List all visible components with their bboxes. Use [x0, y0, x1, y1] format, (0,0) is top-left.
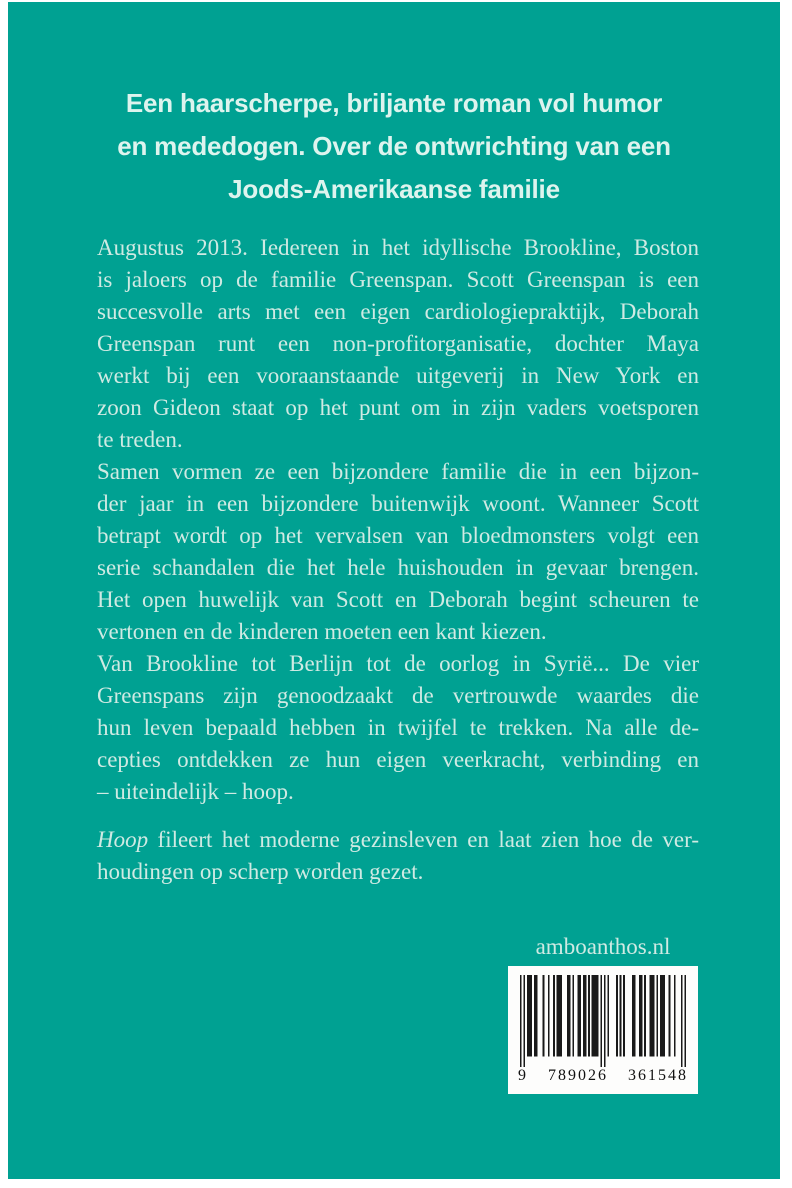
synopsis-line: vertonen en de kinderen moeten een kant kiezen. — [97, 619, 547, 644]
synopsis-line: betrapt wordt op het vervalsen van bloedmonsters volgt een — [97, 523, 699, 548]
synopsis-line: werkt bij een vooraanstaande uitgeverij in New York en — [97, 363, 699, 388]
synopsis-line — [97, 824, 699, 856]
synopsis-line: serie schandalen die het hele huishouden in gevaar brengen. — [97, 555, 699, 580]
publisher-website: amboanthos.nl — [535, 934, 671, 959]
synopsis-paragraph-2 — [97, 456, 699, 648]
synopsis-line: Samen vormen ze een bijzondere familie die in een bijzon- — [97, 459, 699, 484]
synopsis-line: zoon Gideon staat op het punt om in zijn vaders voetsporen — [97, 395, 699, 420]
synopsis-line: cepties ontdekken ze hun eigen veerkracht, verbinding en — [97, 747, 699, 772]
book-back-cover — [8, 2, 780, 1179]
barcode-box — [508, 966, 698, 1094]
synopsis-line: Greenspans zijn genoodzaakt de vertrouwde waardes die — [97, 683, 699, 708]
ean-barcode-icon — [520, 975, 686, 1067]
synopsis-line: Het open huwelijk van Scott en Deborah begint scheuren te — [97, 587, 699, 612]
barcode-digits-group1: 789026 — [548, 1067, 608, 1084]
headline — [8, 82, 780, 211]
publisher-block — [508, 934, 698, 1094]
barcode-digits-group2: 361548 — [628, 1067, 688, 1084]
synopsis-line: is jaloers op de familie Greenspan. Scott Greenspan is een — [97, 267, 699, 292]
synopsis-line: succesvolle arts met een eigen cardiologiepraktijk, Deborah — [97, 299, 699, 324]
headline-line-1: Een haarscherpe, briljante roman vol humor — [125, 88, 663, 118]
synopsis-line: te treden. — [97, 427, 183, 452]
synopsis-text — [97, 232, 699, 888]
synopsis-line: Greenspan runt een non-profitorganisatie, dochter Maya — [97, 331, 699, 356]
headline-line-3: Joods-Amerikaanse familie — [228, 174, 560, 204]
barcode-digits — [518, 1066, 688, 1086]
barcode-digit-left: 9 — [518, 1067, 528, 1084]
synopsis-line: der jaar in een bijzondere buitenwijk woont. Wanneer Scott — [97, 491, 699, 516]
synopsis-line: Van Brookline tot Berlijn tot de oorlog in Syrië... De vier — [97, 651, 699, 676]
synopsis-line: – uiteindelijk – hoop. — [97, 779, 294, 804]
synopsis-paragraph-4 — [97, 824, 699, 888]
synopsis-line: hun leven bepaald hebben in twijfel te trekken. Na alle de- — [97, 715, 699, 740]
synopsis-line: Augustus 2013. Iedereen in het idyllische Brookline, Boston — [97, 235, 699, 260]
synopsis-paragraph-3 — [97, 648, 699, 808]
book-title: Hoop — [97, 827, 149, 852]
synopsis-line-rest: fileert het moderne gezinsleven en laat zien hoe de ver- — [148, 827, 699, 852]
synopsis-line: houdingen op scherp worden gezet. — [97, 859, 424, 884]
synopsis-paragraph-1 — [97, 232, 699, 456]
headline-line-2: en mededogen. Over de ontwrichting van een — [117, 131, 671, 161]
